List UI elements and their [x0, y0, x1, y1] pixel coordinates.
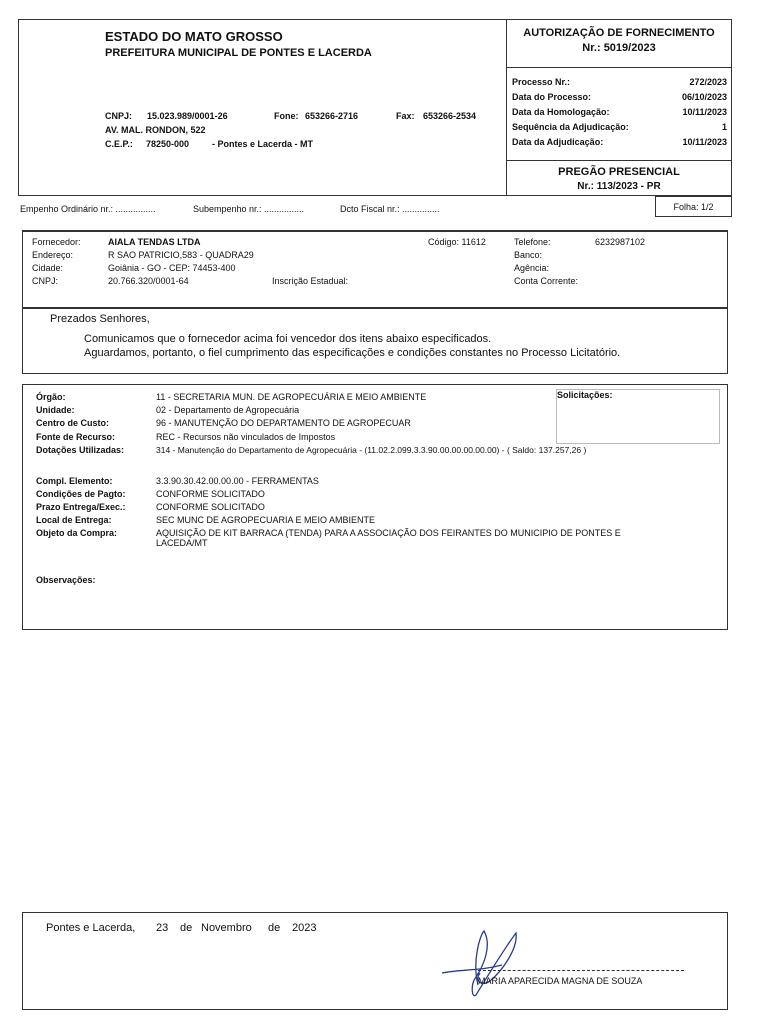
- banco: Banco:: [514, 250, 543, 260]
- prazo-value: CONFORME SOLICITADO: [156, 502, 265, 512]
- dotacoes-label: Dotações Utilizadas:: [36, 445, 125, 455]
- telefone-value: 6232987102: [595, 237, 646, 247]
- empenho-ordinario: Empenho Ordinário nr.: ................: [20, 204, 156, 214]
- fax-value: 653266-2534: [423, 111, 477, 121]
- orgao-label: Órgão:: [36, 392, 66, 402]
- supplier-top-rule: [22, 230, 728, 232]
- auth-field-value: 10/11/2023: [682, 107, 727, 117]
- fornecedor-label: Fornecedor:: [32, 237, 81, 247]
- signature-line: [478, 970, 684, 971]
- pregao-title: PREGÃO PRESENCIAL: [558, 166, 680, 178]
- signer-name: MARIA APARECIDA MAGNA DE SOUZA: [478, 976, 643, 986]
- objeto-value-line1: AQUISIÇÃO DE KIT BARRACA (TENDA) PARA A ASSOCIAÇÃO DOS FEIRANTES DO MUNICIPIO DE PONTES E: [156, 528, 621, 538]
- cnpj-value: 15.023.989/0001-26: [147, 111, 228, 121]
- fax-label: Fax:: [396, 111, 415, 121]
- message-line2: Aguardamos, portanto, o fiel cumprimento das especificações e condições constantes no Processo Licitatório.: [84, 347, 621, 359]
- footer-day: 23: [156, 922, 169, 934]
- prazo-label: Prazo Entrega/Exec.:: [36, 502, 126, 512]
- endereco-label: Endereço:: [32, 250, 74, 260]
- cidade-label: Cidade:: [32, 263, 64, 273]
- footer-year: 2023: [292, 922, 317, 934]
- supplier-cnpj-label: CNPJ:: [32, 276, 59, 286]
- local-value: SEC MUNC DE AGROPECUARIA E MEIO AMBIENTE: [156, 515, 376, 525]
- pagto-label: Condições de Pagto:: [36, 489, 126, 499]
- codigo: Código: 11612: [428, 237, 486, 247]
- footer-place: Pontes e Lacerda,: [46, 922, 136, 934]
- compl-label: Compl. Elemento:: [36, 476, 113, 486]
- greeting: Prezados Senhores,: [50, 313, 150, 325]
- footer-de2: de: [268, 922, 281, 934]
- solicitacoes-label: Solicitações:: [557, 390, 613, 400]
- auth-field-label: Processo Nr.:: [512, 77, 571, 87]
- agencia: Agência:: [514, 263, 550, 273]
- auth-title: AUTORIZAÇÃO DE FORNECIMENTO: [523, 27, 715, 39]
- auth-title-divider: [506, 67, 732, 68]
- endereco-value: R SAO PATRICIO,583 - QUADRA29: [108, 250, 254, 260]
- cnpj-label: CNPJ:: [105, 111, 133, 121]
- objeto-value-line2: LACEDA/MT: [156, 538, 208, 548]
- telefone-label: Telefone:: [514, 237, 551, 247]
- compl-value: 3.3.90.30.42.00.00.00 - FERRAMENTAS: [156, 476, 319, 486]
- cep-label: C.E.P.:: [105, 139, 133, 149]
- conta-corrente: Conta Corrente:: [514, 276, 579, 286]
- fornecedor-value: AIALA TENDAS LTDA: [108, 237, 201, 247]
- phone-value: 653266-2716: [305, 111, 359, 121]
- subempenho: Subempenho nr.: ................: [193, 204, 305, 214]
- local-label: Local de Entrega:: [36, 515, 112, 525]
- fonte-label: Fonte de Recurso:: [36, 432, 116, 442]
- auth-field-label: Data da Adjudicação:: [512, 137, 604, 147]
- unidade-label: Unidade:: [36, 405, 75, 415]
- phone-label: Fone:: [274, 111, 299, 121]
- signature-icon: [432, 925, 572, 1005]
- supplier-cnpj-value: 20.766.320/0001-64: [108, 276, 189, 286]
- auth-field-label: Sequência da Adjudicação:: [512, 122, 629, 132]
- auth-field-label: Data do Processo:: [512, 92, 592, 102]
- dotacoes-value: 314 - Manutenção do Departamento de Agropecuária - (11.02.2.099.3.3.90.00.00.00.00.00) - ( Saldo: 137.257,26 ): [156, 445, 587, 455]
- inscricao-estadual: Inscrição Estadual:: [272, 276, 349, 286]
- cidade-value: Goiânia - GO - CEP: 74453-400: [108, 263, 236, 273]
- auth-field-value: 272/2023: [689, 77, 727, 87]
- orgao-value: 11 - SECRETARIA MUN. DE AGROPECUÁRIA E MEIO AMBIENTE: [156, 392, 427, 402]
- pagto-value: CONFORME SOLICITADO: [156, 489, 265, 499]
- custo-value: 96 - MANUTENÇÃO DO DEPARTAMENTO DE AGROPECUAR: [156, 418, 411, 428]
- pregao-divider: [506, 160, 732, 161]
- city-title: PREFEITURA MUNICIPAL DE PONTES E LACERDA: [105, 47, 372, 59]
- unidade-value: 02 - Departamento de Agropecuária: [156, 405, 300, 415]
- cep-value: 78250-000: [146, 139, 190, 149]
- auth-field-label: Data da Homologação:: [512, 107, 610, 117]
- observacoes-label: Observações:: [36, 575, 96, 585]
- auth-field-value: 06/10/2023: [681, 92, 727, 102]
- fonte-value: REC - Recursos não vinculados de Impostos: [156, 432, 336, 442]
- footer-de1: de: [180, 922, 193, 934]
- address: AV. MAL. RONDON, 522: [105, 125, 206, 135]
- auth-field-value: 1: [721, 122, 727, 132]
- footer-month: Novembro: [201, 922, 252, 934]
- auth-number: Nr.: 5019/2023: [582, 42, 656, 54]
- auth-field-value: 10/11/2023: [682, 137, 727, 147]
- city-line: - Pontes e Lacerda - MT: [212, 139, 314, 149]
- folha: Folha: 1/2: [673, 202, 714, 212]
- objeto-label: Objeto da Compra:: [36, 528, 118, 538]
- custo-label: Centro de Custo:: [36, 418, 109, 428]
- state-title: ESTADO DO MATO GROSSO: [105, 29, 283, 44]
- dcto-fiscal: Dcto Fiscal nr.: ...............: [340, 204, 440, 214]
- message-line1: Comunicamos que o fornecedor acima foi vencedor dos itens abaixo especificados.: [84, 333, 492, 345]
- pregao-number: Nr.: 113/2023 - PR: [577, 181, 661, 192]
